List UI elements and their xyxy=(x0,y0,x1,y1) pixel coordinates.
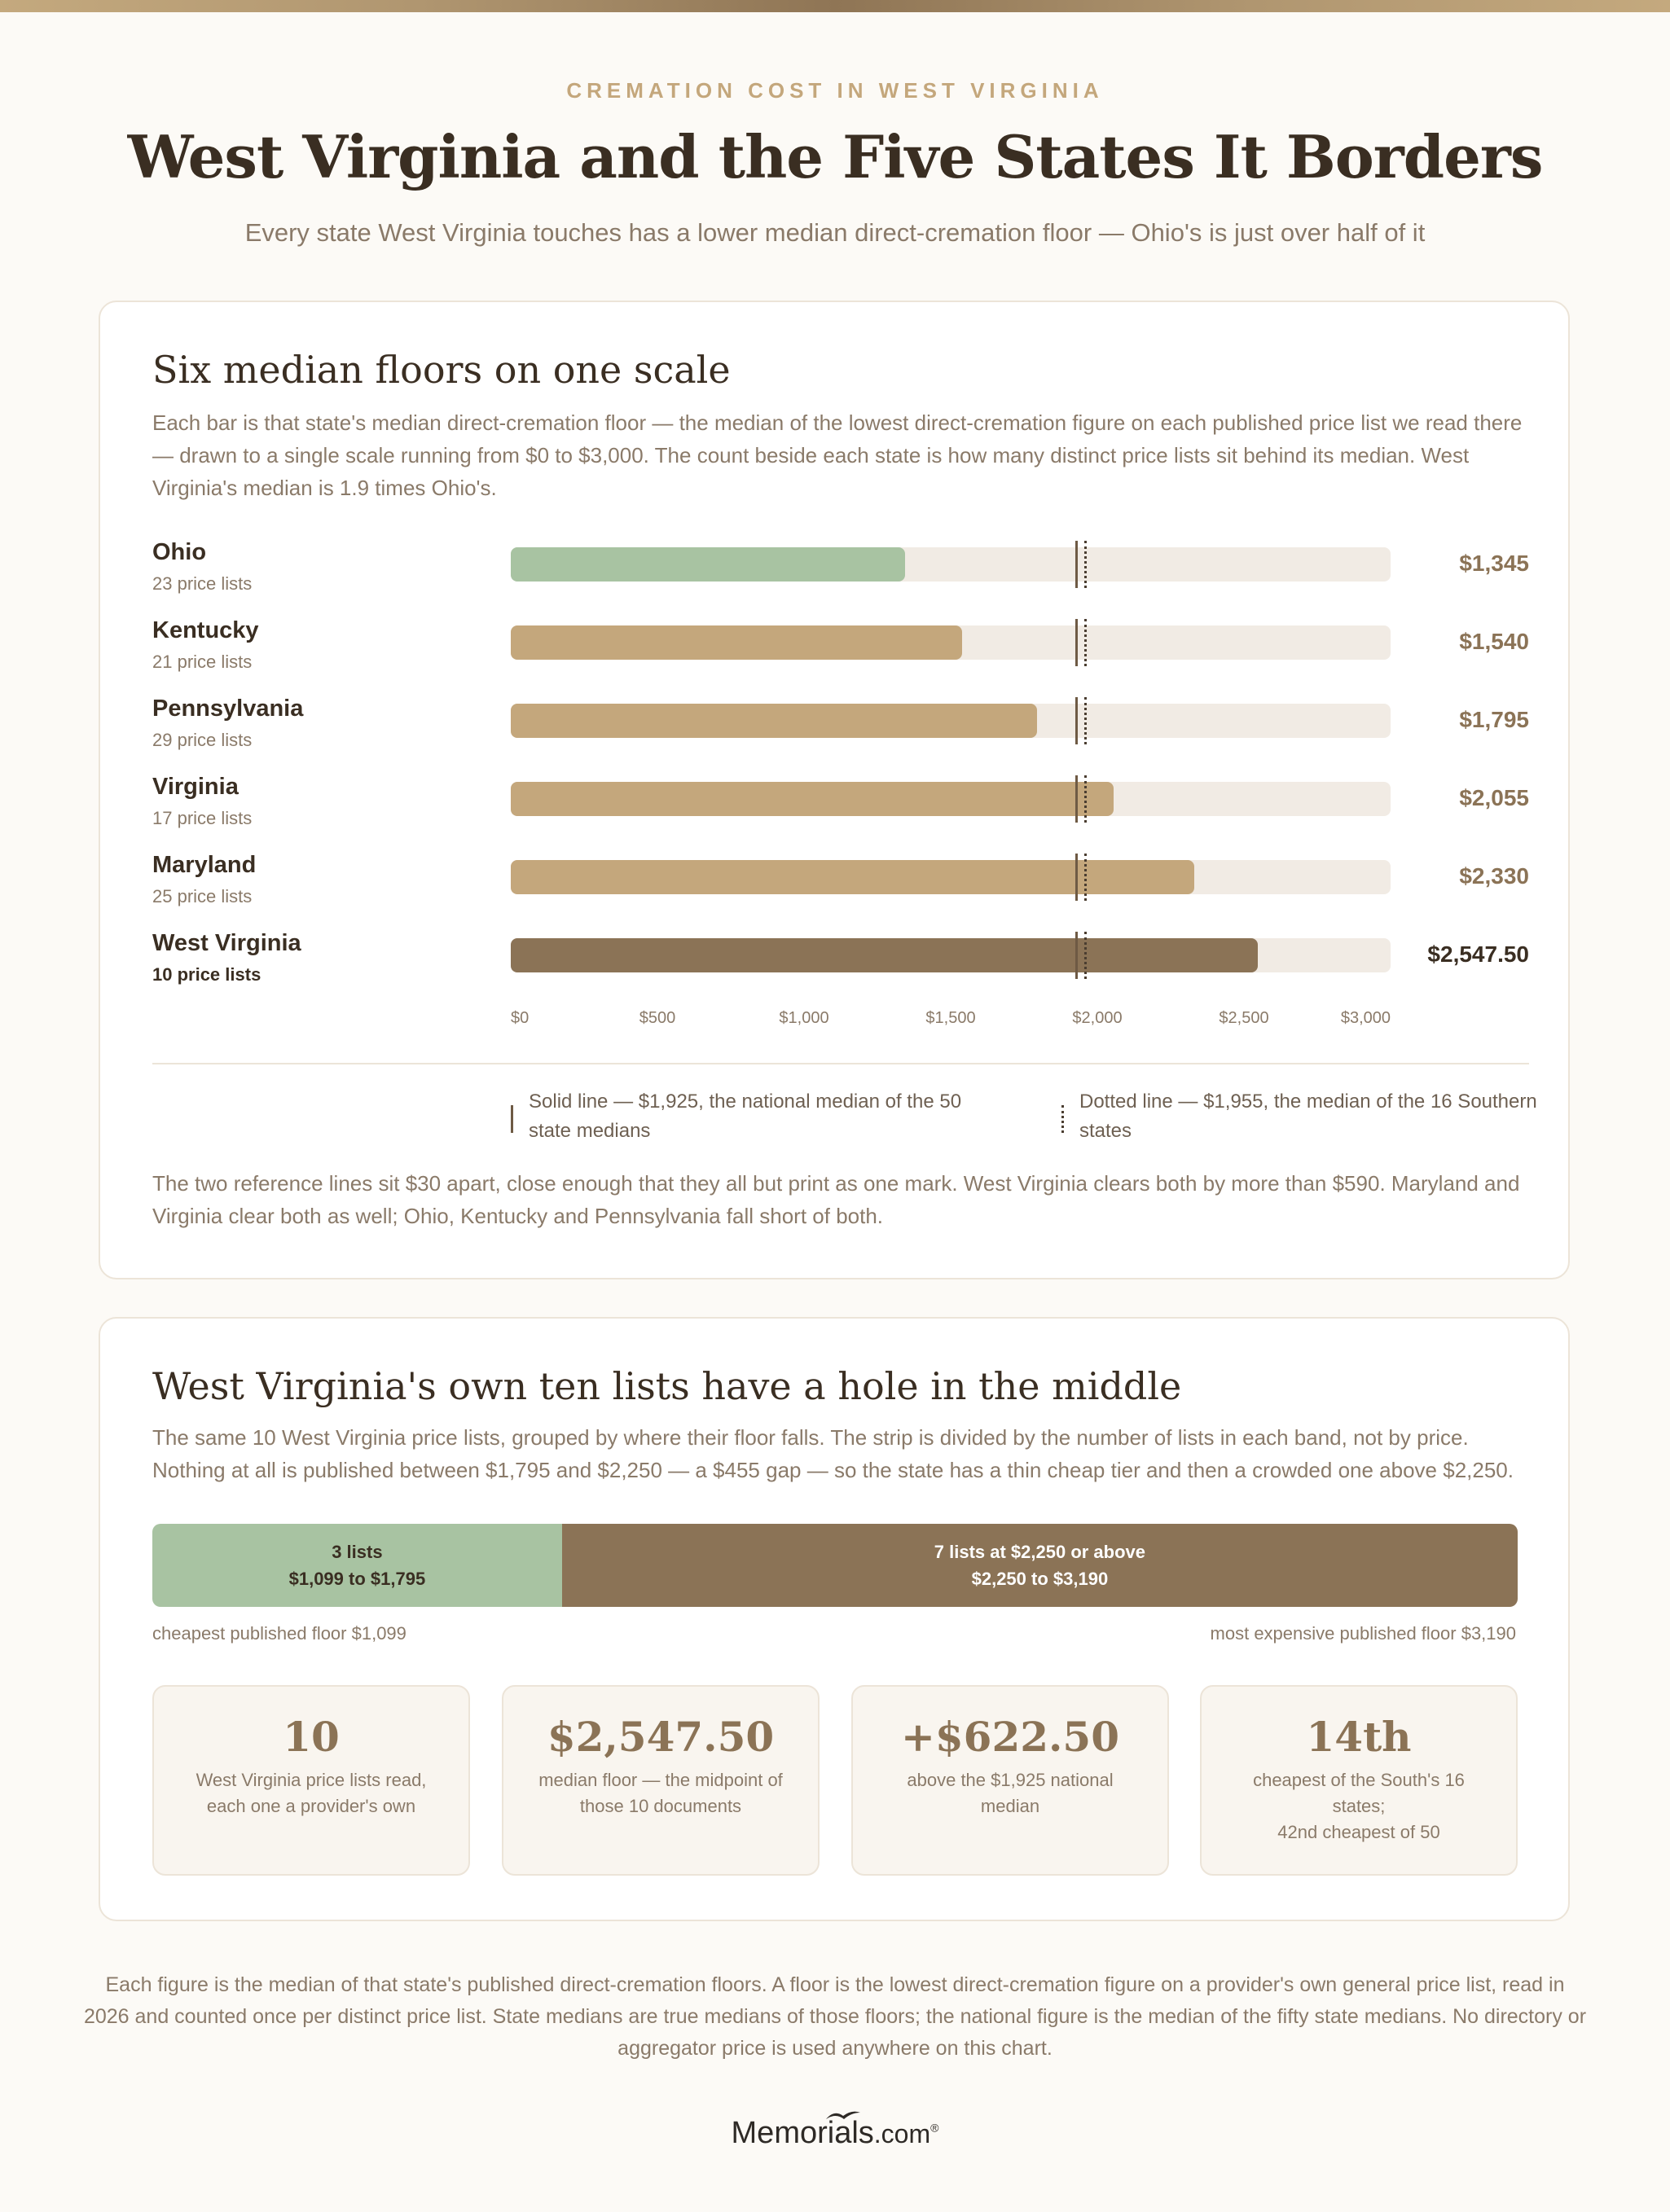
page-title: West Virginia and the Five States It Borders xyxy=(127,122,1543,191)
eyebrow: CREMATION COST IN WEST VIRGINIA xyxy=(566,78,1104,103)
price-band-strip xyxy=(152,1524,1518,1607)
bar-value-label: $2,330 xyxy=(1459,863,1529,889)
bar-row xyxy=(152,774,1529,847)
x-tick-label: $3,000 xyxy=(1340,1009,1391,1027)
state-name: Virginia xyxy=(152,774,239,800)
state-name: Maryland xyxy=(152,852,257,878)
stat-label: median floor — the midpoint of those 10 documents xyxy=(538,1770,783,1816)
cheapest-floor-note: cheapest published floor $1,099 xyxy=(152,1623,407,1644)
stat-label: West Virginia price lists read, each one a provider's own xyxy=(196,1770,427,1816)
bar-value-label: $2,547.50 xyxy=(1427,941,1529,967)
bar-track xyxy=(511,625,1391,660)
stat-card-lists xyxy=(152,1685,470,1876)
national-median-line xyxy=(1075,541,1078,588)
logo-name: Memorials xyxy=(731,2116,874,2150)
bar-track xyxy=(511,704,1391,738)
most-expensive-floor-note: most expensive published floor $3,190 xyxy=(1210,1623,1516,1644)
bar-track xyxy=(511,860,1391,894)
stat-label: above the $1,925 national median xyxy=(907,1770,1114,1816)
bar-value-label: $1,540 xyxy=(1459,629,1529,654)
southern-median-line xyxy=(1084,932,1087,979)
bar-row xyxy=(152,852,1529,925)
west-virginia-lists-card xyxy=(99,1317,1570,1921)
bar xyxy=(511,782,1114,816)
southern-median-line xyxy=(1084,775,1087,823)
southern-median-line xyxy=(1084,697,1087,744)
bar xyxy=(511,860,1194,894)
stat-card-median xyxy=(502,1685,820,1876)
median-floors-card xyxy=(99,301,1570,1279)
stat-card-rank xyxy=(1200,1685,1518,1876)
stat-label xyxy=(1237,1767,1481,1846)
state-name: Pennsylvania xyxy=(152,696,304,722)
national-median-line xyxy=(1075,932,1078,979)
x-tick-label: $0 xyxy=(511,1009,530,1027)
stat-number: +$622.50 xyxy=(900,1713,1120,1761)
price-list-count: 10 price lists xyxy=(152,964,261,985)
stat-number: $2,547.50 xyxy=(547,1713,775,1761)
memorials-logo xyxy=(0,2116,1670,2151)
southern-median-line xyxy=(1084,619,1087,666)
dotted-line-marker xyxy=(1061,1105,1064,1133)
x-tick-label: $2,500 xyxy=(1219,1009,1269,1027)
bar-value-label: $1,795 xyxy=(1459,707,1529,732)
legend-solid-text: Solid line — $1,925, the national median of the 50 state medians xyxy=(529,1091,962,1142)
bar-value-label: $2,055 xyxy=(1459,785,1529,810)
stat-label-line1: cheapest of the South's 16 states; xyxy=(1253,1770,1465,1816)
national-median-line xyxy=(1075,854,1078,901)
solid-line-marker xyxy=(511,1105,513,1133)
bar-track xyxy=(511,547,1391,582)
bar-row xyxy=(152,617,1529,691)
bar xyxy=(511,938,1258,972)
stat-number: 10 xyxy=(283,1713,340,1761)
bar xyxy=(511,547,905,582)
card-description: The same 10 West Virginia price lists, grouped by where their floor falls. The strip is divided by the number of lists in each band, not by price. Nothing at all is published between $1,795 and $2,250 — a $455 gap — so the state has a thin cheap tier and then a crowded one above $2,250. xyxy=(152,1425,1514,1482)
top-accent-stripe xyxy=(0,0,1670,12)
divider xyxy=(152,1063,1529,1064)
x-axis-ticks xyxy=(511,1009,1391,1034)
national-median-line xyxy=(1075,775,1078,823)
price-list-count: 23 price lists xyxy=(152,573,253,594)
card-description: Each bar is that state's median direct-cremation floor — the median of the lowest direct-cremation figure on each published price list we read there — drawn to a single scale running from $0 to $3,000. The count beside each state is how many distinct price lists sit behind its median. West Virginia's median is 1.9 times Ohio's. xyxy=(152,410,1523,500)
logo-domain: .com xyxy=(873,2119,931,2148)
bar xyxy=(511,625,962,660)
stat-card-above-national xyxy=(851,1685,1169,1876)
bar-row xyxy=(152,930,1529,1003)
price-list-count: 17 price lists xyxy=(152,808,253,828)
bar-value-label: $1,345 xyxy=(1459,551,1529,576)
bar-track xyxy=(511,782,1391,816)
x-tick-label: $2,000 xyxy=(1072,1009,1123,1027)
bar-row xyxy=(152,696,1529,769)
bar xyxy=(511,704,1037,738)
legend-dotted-text: Dotted line — $1,955, the median of the 16 Southern states xyxy=(1079,1091,1537,1142)
national-median-line xyxy=(1075,697,1078,744)
x-tick-label: $1,000 xyxy=(779,1009,829,1027)
reference-note: The two reference lines sit $30 apart, close enough that they all but print as one mark. West Virginia clears both by more than $590. Maryland and Virginia clear both as well; Ohio, Kentucky and Pennsylvania fall short of both. xyxy=(152,1171,1520,1228)
x-tick-label: $500 xyxy=(639,1009,676,1027)
price-list-count: 25 price lists xyxy=(152,886,253,906)
state-name: Kentucky xyxy=(152,617,259,643)
stat-label-line2: 42nd cheapest of 50 xyxy=(1277,1822,1440,1842)
band-expensive-range: $2,250 to $3,190 xyxy=(971,1569,1109,1589)
price-list-count: 21 price lists xyxy=(152,652,253,672)
southern-median-line xyxy=(1084,854,1087,901)
state-name: Ohio xyxy=(152,539,207,565)
band-cheap-range: $1,099 to $1,795 xyxy=(288,1569,426,1589)
stat-number: 14th xyxy=(1306,1713,1412,1761)
card-title: Six median floors on one scale xyxy=(152,348,731,392)
band-cheap-count: 3 lists xyxy=(332,1542,383,1562)
national-median-line xyxy=(1075,619,1078,666)
band-expensive-count: 7 lists at $2,250 or above xyxy=(934,1542,1146,1562)
card-title: West Virginia's own ten lists have a hole in the middle xyxy=(152,1364,1182,1408)
bar-track xyxy=(511,938,1391,972)
logo-registered-mark: ® xyxy=(930,2121,939,2135)
band-expensive xyxy=(562,1524,1518,1607)
methodology-footnote: Each figure is the median of that state's published direct-cremation floors. A floor is the lowest direct-cremation figure on a provider's own general price list, read in 2026 and counted once per distinct price list. State medians are true medians of those floors; the national figure is the median of the fifty state medians. No directory or aggregator price is used anywhere on this chart. xyxy=(83,1973,1587,2060)
page-subtitle: Every state West Virginia touches has a lower median direct-cremation floor — Ohio's is just over half of it xyxy=(244,218,1426,247)
state-name: West Virginia xyxy=(152,930,301,956)
x-tick-label: $1,500 xyxy=(925,1009,976,1027)
southern-median-line xyxy=(1084,541,1087,588)
price-list-count: 29 price lists xyxy=(152,730,253,750)
band-cheap xyxy=(152,1524,562,1607)
bar-row xyxy=(152,539,1529,612)
